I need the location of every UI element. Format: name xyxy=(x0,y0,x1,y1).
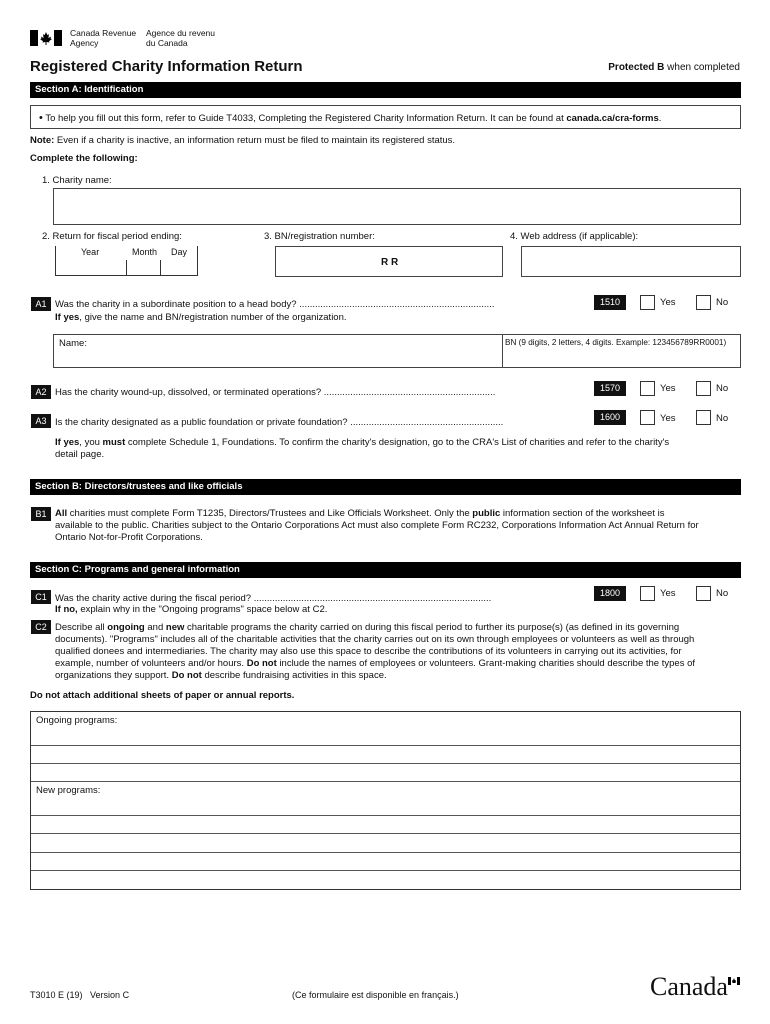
a2-no-checkbox[interactable] xyxy=(696,381,711,396)
a1-sub: If yes, give the name and BN/registration number of the organization. xyxy=(55,312,347,323)
c1-question: Was the charity active during the fiscal period? .......................................................................................... xyxy=(55,593,492,604)
a1-yes-label: Yes xyxy=(660,297,676,308)
french-availability: (Ce formulaire est disponible en français.) xyxy=(292,990,459,1000)
program-line[interactable] xyxy=(31,745,740,746)
c1-sub: If no, explain why in the "Ongoing programs" space below at C2. xyxy=(55,604,328,615)
c1-label: C1 xyxy=(31,590,51,604)
agency-name-en: Canada Revenue Agency xyxy=(70,28,137,48)
web-address-label: 4. Web address (if applicable): xyxy=(510,231,639,242)
program-line[interactable] xyxy=(31,815,740,816)
section-b-heading: Section B: Directors/trustees and like officials xyxy=(30,479,741,495)
a1-question: Was the charity in a subordinate position to a head body? .......................................................................... xyxy=(55,299,495,310)
rr-text: R R xyxy=(381,257,399,268)
a2-yes-label: Yes xyxy=(660,383,676,394)
guide-info-box: • To help you fill out this form, refer to Guide T4033, Completing the Registered Charity Information Return. It can be found at canada.ca/cra-forms. xyxy=(30,105,741,129)
bn-field[interactable] xyxy=(275,246,503,277)
a3-yes-checkbox[interactable] xyxy=(640,410,655,425)
section-a-heading: Section A: Identification xyxy=(30,82,741,98)
c1-yes-label: Yes xyxy=(660,588,676,599)
bullet-icon: • xyxy=(39,112,43,124)
canada-wordmark: Canada xyxy=(650,972,728,1002)
c1-no-checkbox[interactable] xyxy=(696,586,711,601)
program-line[interactable] xyxy=(31,852,740,853)
section-c-heading: Section C: Programs and general information xyxy=(30,562,741,578)
ongoing-programs-label: Ongoing programs: xyxy=(36,715,118,726)
programs-table xyxy=(30,711,741,890)
wordmark-flag-icon xyxy=(728,977,740,987)
web-address-field[interactable] xyxy=(521,246,741,277)
month-label: Month xyxy=(132,247,158,257)
a1-yes-checkbox[interactable] xyxy=(640,295,655,310)
day-label: Day xyxy=(171,247,188,257)
charity-name-field[interactable] xyxy=(53,188,741,225)
fiscal-period-label: 2. Return for fiscal period ending: xyxy=(42,231,182,242)
new-programs-label: New programs: xyxy=(36,785,101,796)
b1-text: All charities must complete Form T1235, Directors/Trustees and Like Officials Worksheet. Only the public information section of the worksheet is available to the public. Charities subject to the Ontario Corporations Act must also complete Form RC232, Corporations Information Act Annual Return for Ontario Not-for-Profit Corporations. xyxy=(55,508,699,543)
c1-no-label: No xyxy=(716,588,729,599)
a2-question: Has the charity wound-up, dissolved, or terminated operations? ................................................................. xyxy=(55,387,496,398)
a3-label: A3 xyxy=(31,414,51,428)
c2-text: Describe all ongoing and new charitable programs the charity carried on during this fiscal period to further its purpose(s) (as defined in its governing documents). "Programs" includes all of the charitable activities that the charity carries out on its own through employees or volunteers as well as through qualified donees and intermediaries. The charity may also use this space to describe the contributions of its volunteers in carrying out its activities, for example, number of volunteers and/or hours. Do not include the names of employees or volunteers. Grant-making charities should describe the types of organizations they support. Do not describe fundraising activities in this space. xyxy=(55,622,696,681)
year-label: Year xyxy=(81,247,100,257)
program-line[interactable] xyxy=(31,763,740,764)
a3-no-checkbox[interactable] xyxy=(696,410,711,425)
a1-label: A1 xyxy=(31,297,51,311)
a3-question: Is the charity designated as a public foundation or private foundation? .......................................................... xyxy=(55,417,504,428)
a3-code: 1600 xyxy=(594,410,626,425)
a1-no-label: No xyxy=(716,297,729,308)
a2-label: A2 xyxy=(31,385,51,399)
a1-no-checkbox[interactable] xyxy=(696,295,711,310)
a3-no-label: No xyxy=(716,413,729,424)
a2-code: 1570 xyxy=(594,381,626,396)
c2-label: C2 xyxy=(31,620,51,634)
canada-flag-icon xyxy=(30,30,62,46)
fiscal-date-field[interactable] xyxy=(55,246,198,276)
a3-yes-label: Yes xyxy=(660,413,676,424)
bn-label: 3. BN/registration number: xyxy=(264,231,375,242)
cra-forms-link[interactable]: canada.ca/cra-forms xyxy=(566,113,659,124)
protected-b-label: Protected B when completed xyxy=(608,62,740,73)
b1-label: B1 xyxy=(31,507,51,521)
program-line[interactable] xyxy=(31,781,740,782)
head-body-name-field[interactable] xyxy=(53,334,503,368)
a2-no-label: No xyxy=(716,383,729,394)
agency-name-fr: Agence du revenu du Canada xyxy=(146,28,215,48)
bn-format-label: BN (9 digits, 2 letters, 4 digits. Example: 123456789RR0001) xyxy=(505,338,727,347)
a1-code: 1510 xyxy=(594,295,626,310)
program-line[interactable] xyxy=(31,833,740,834)
complete-following: Complete the following: xyxy=(30,153,138,164)
a2-yes-checkbox[interactable] xyxy=(640,381,655,396)
program-line[interactable] xyxy=(31,870,740,871)
charity-name-label: 1. Charity name: xyxy=(42,175,112,186)
no-attach-note: Do not attach additional sheets of paper or annual reports. xyxy=(30,690,295,701)
a3-sub: If yes, you must complete Schedule 1, Foundations. To confirm the charity's designation, go to the CRA's List of charities and refer to the charity's detail page. xyxy=(55,437,670,460)
c1-code: 1800 xyxy=(594,586,626,601)
form-id: T3010 E (19) Version C xyxy=(30,990,130,1000)
head-body-bn-field[interactable] xyxy=(502,334,741,368)
note-text: Note: Even if a charity is inactive, an information return must be filed to maintain its registered status. xyxy=(30,135,456,146)
c1-yes-checkbox[interactable] xyxy=(640,586,655,601)
name-label: Name: xyxy=(59,338,87,349)
page-title: Registered Charity Information Return xyxy=(30,58,303,75)
